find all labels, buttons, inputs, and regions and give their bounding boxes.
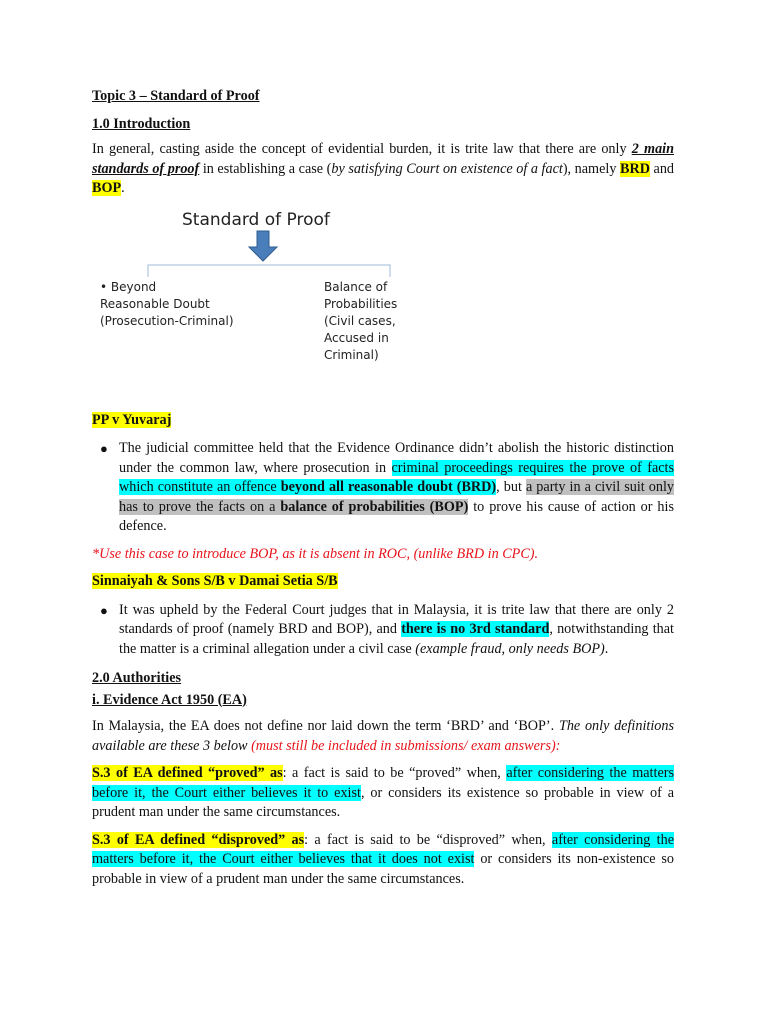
page-title: Topic 3 – Standard of Proof (92, 88, 260, 104)
case2-title: Sinnaiyah & Sons S/B v Damai Setia S/B (92, 573, 338, 589)
s3-proved-paragraph (92, 764, 674, 823)
s3-proved-text: : a fact is said to be “proved” when, (282, 765, 507, 781)
s3-disproved-label: S.3 of EA defined “disproved” as (92, 831, 305, 848)
intro-paragraph (92, 140, 674, 199)
diagram-right-line: Criminal) (324, 347, 379, 362)
s3-proved-text: , or considers its existence so probable in view of a prudent man under the same circumstances. (92, 784, 674, 820)
s3-disproved-highlight: after considering the matters before it, the Court either believes that it does not exist (92, 831, 674, 867)
case2-italic: (example fraud, only needs BOP) (415, 640, 605, 657)
authorities-italic: The only definitions available are these 3 below (92, 718, 674, 754)
case2-bullet (92, 601, 674, 660)
case1-grey-bold: balance of probabilities (BOP) (280, 498, 469, 515)
brd-highlight: BRD (619, 160, 650, 177)
standard-of-proof-diagram (92, 209, 414, 385)
diagram-right-line: Accused in (324, 330, 389, 345)
down-arrow-icon (249, 231, 277, 261)
intro-emphasis: 2 main standards of proof (92, 141, 674, 177)
diagram-right-line: (Civil cases, (324, 313, 396, 328)
case2-text: . (604, 640, 609, 657)
intro-text: In general, casting aside the concept of evidential burden, it is trite law that there are only (92, 141, 632, 157)
case2-highlight: there is no 3rd standard (401, 621, 550, 637)
case1-text: to prove his cause of action or his defence. (119, 498, 674, 534)
intro-italic: by satisfying Court on existence of a fact (331, 160, 563, 177)
authorities-red-note: (must still be included in submissions/ exam answers): (251, 737, 561, 754)
case1-grey-highlight: a party in a civil suit only has to prove the facts on a (119, 479, 675, 515)
diagram-right-line: Probabilities (324, 296, 398, 311)
connector-line (148, 265, 390, 277)
diagram-title: Standard of Proof (182, 209, 330, 230)
intro-text: in establishing a case ( (199, 160, 332, 177)
case1-note: *Use this case to introduce BOP, as it is absent in ROC, (unlike BRD in CPC). (92, 545, 539, 562)
bop-highlight: BOP (92, 180, 122, 196)
authorities-text: In Malaysia, the EA does not define nor laid down the term ‘BRD’ and ‘BOP’. (92, 718, 559, 734)
case1-text: , but (496, 479, 526, 495)
s3-proved-label: S.3 of EA defined “proved” as (92, 765, 283, 781)
intro-text: ), namely (562, 160, 620, 177)
case2-text: , notwithstanding that the matter is a criminal allegation under a civil case (119, 621, 674, 657)
case1-text: The judicial committee held that the Evidence Ordinance didn’t abolish the historic distinction under the common law, where prosecution in (119, 440, 674, 476)
diagram-left-line: Reasonable Doubt (100, 296, 210, 311)
case2-title-line (92, 572, 674, 592)
case1-title: PP v Yuvaraj (92, 411, 172, 428)
bullet-dot-icon: ● (100, 602, 108, 618)
diagram-right-box (324, 279, 397, 364)
s3-disproved-text: or considers its non-existence so probable in view of a prudent man under the same circumstances. (92, 851, 675, 887)
s3-disproved-text: : a fact is said to be “disproved” when, (304, 831, 552, 848)
authorities-heading: 2.0 Authorities (92, 670, 182, 686)
s3-disproved-paragraph (92, 831, 674, 890)
intro-text: . (121, 180, 125, 196)
intro-heading: 1.0 Introduction (92, 115, 191, 132)
s3-proved-highlight: after considering the matters before it, the Court either believes it to exist (92, 765, 674, 801)
case1-highlight: criminal proceedings requires the prove of facts which constitute an offence (119, 459, 675, 495)
diagram-left-box (100, 279, 234, 330)
intro-text: and (649, 160, 675, 177)
authorities-paragraph (92, 717, 674, 756)
case1-title-line (92, 411, 674, 431)
document-page (92, 86, 674, 889)
diagram-left-line: • Beyond (100, 279, 157, 294)
case2-text: It was upheld by the Federal Court judges that in Malaysia, it is trite law that there are only 2 standards of proof (namely BRD and BOP), and (119, 601, 674, 637)
bullet-dot-icon: ● (100, 441, 108, 456)
case1-highlight-bold: beyond all reasonable doubt (BRD) (280, 479, 497, 495)
case1-bullet (92, 439, 674, 537)
diagram-left-line: (Prosecution-Criminal) (100, 313, 234, 328)
evidence-act-heading: i. Evidence Act 1950 (EA) (92, 691, 247, 708)
diagram-right-line: Balance of (324, 279, 388, 294)
